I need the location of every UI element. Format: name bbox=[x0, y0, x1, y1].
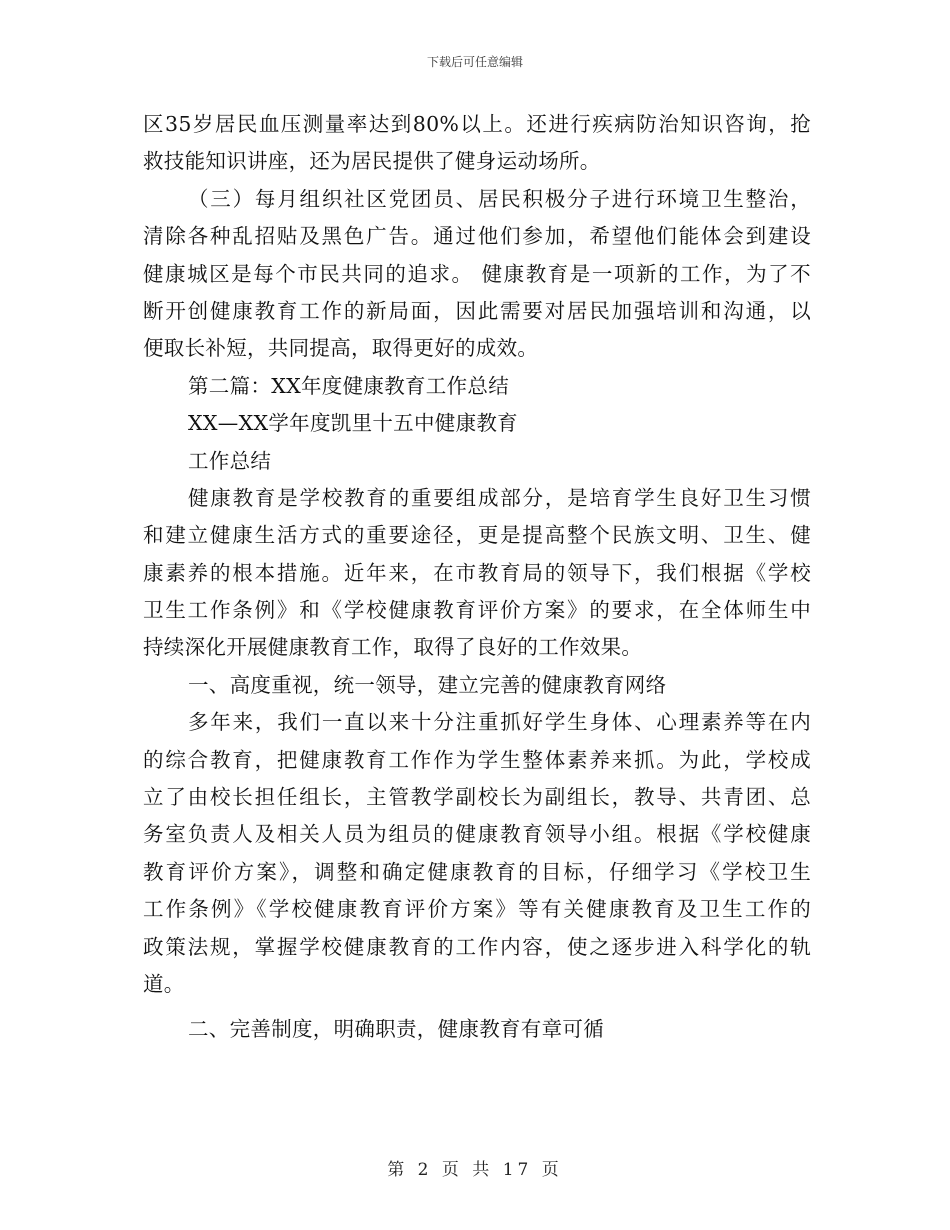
page-number-footer: 第 2 页 共 17 页 bbox=[387, 1160, 563, 1180]
subsection-heading: 一、高度重视，统一领导，建立完善的健康教育网络 bbox=[188, 672, 667, 697]
text-line: 工作条例》《学校健康教育评价方案》等有关健康教育及卫生工作的 bbox=[143, 897, 811, 922]
text-line: 和建立健康生活方式的重要途径，更是提高整个民族文明、卫生、健 bbox=[143, 523, 811, 548]
subsection-heading: 二、完善制度，明确职责，健康教育有章可循 bbox=[188, 1017, 604, 1042]
text-line: 立了由校长担任组长，主管教学副校长为副组长，教导、共青团、总 bbox=[143, 785, 811, 810]
text-line: 持续深化开展健康教育工作，取得了良好的工作效果。 bbox=[143, 635, 643, 660]
text-line: 救技能知识讲座，还为居民提供了健身运动场所。 bbox=[143, 149, 601, 174]
text-line: 政策法规，掌握学校健康教育的工作内容，使之逐步进入科学化的轨 bbox=[143, 934, 811, 959]
text-line: 康素养的根本措施。近年来，在市教育局的领导下，我们根据《学校 bbox=[143, 560, 811, 585]
section-heading: 第二篇：XX年度健康教育工作总结 bbox=[188, 373, 509, 398]
document-title-line: XX—XX学年度凯里十五中健康教育 bbox=[188, 411, 518, 436]
text-line: 便取长补短，共同提高，取得更好的成效。 bbox=[143, 336, 539, 361]
text-line: 区35岁居民血压测量率达到80%以上。还进行疾病防治知识咨询，抢 bbox=[143, 112, 811, 136]
text-line: 断开创健康教育工作的新局面，因此需要对居民加强培训和沟通，以 bbox=[143, 298, 811, 323]
page-header-note: 下载后可任意编辑 bbox=[426, 55, 523, 69]
document-title-line: 工作总结 bbox=[188, 448, 272, 473]
text-line: 清除各种乱招贴及黑色广告。通过他们参加，希望他们能体会到建设 bbox=[143, 224, 811, 249]
paragraph-start-line: 健康教育是学校教育的重要组成部分，是培育学生良好卫生习惯 bbox=[188, 485, 811, 510]
paragraph-start-line: 多年来，我们一直以来十分注重抓好学生身体、心理素养等在内 bbox=[188, 710, 811, 735]
text-line: 务室负责人及相关人员为组员的健康教育领导小组。根据《学校健康 bbox=[143, 822, 811, 847]
text-line: 健康城区是每个市民共同的追求。 健康教育是一项新的工作，为了不 bbox=[143, 261, 811, 286]
paragraph-start-line: （三）每月组织社区党团员、居民积极分子进行环境卫生整治， bbox=[188, 186, 811, 211]
text-line: 道。 bbox=[143, 971, 185, 996]
document-body bbox=[143, 106, 811, 1049]
text-line: 教育评价方案》，调整和确定健康教育的目标，仔细学习《学校卫生 bbox=[143, 859, 811, 884]
text-line: 卫生工作条例》和《学校健康教育评价方案》的要求，在全体师生中 bbox=[143, 598, 811, 623]
text-line: 的综合教育，把健康教育工作作为学生整体素养来抓。为此，学校成 bbox=[143, 747, 811, 772]
